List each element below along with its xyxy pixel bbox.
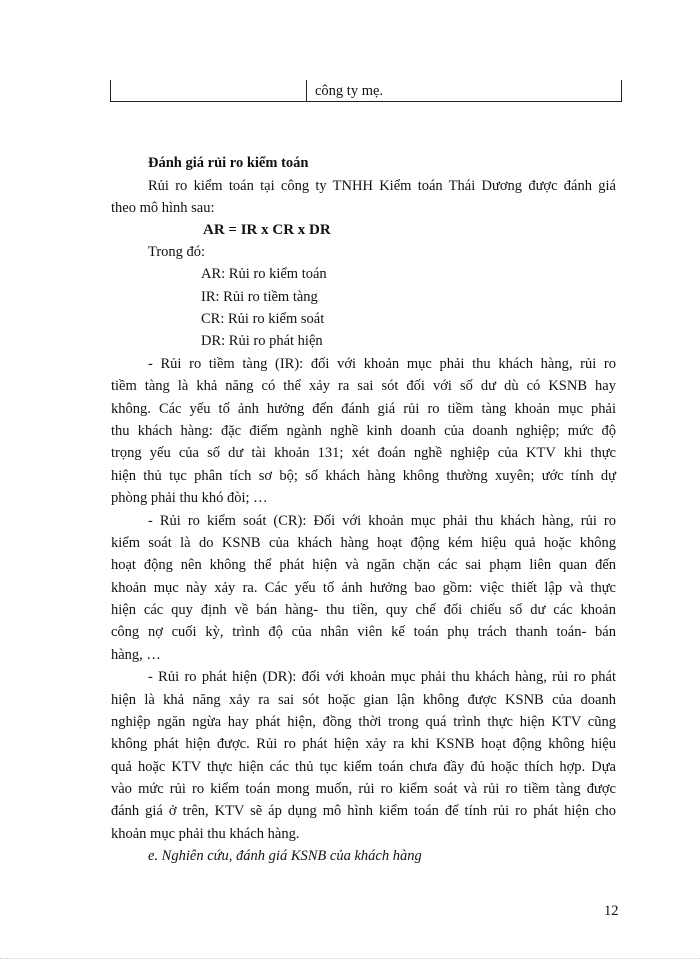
ir-paragraph-line: tiềm tàng là khả năng có thể xảy ra sai sót đối với số dư dù có KSNB hay — [111, 378, 616, 394]
dr-paragraph-line: đánh giá ở trên, KTV sẽ áp dụng mô hình kiểm toán để tính rủi ro phát hiện cho — [111, 803, 616, 819]
ir-paragraph-line: phòng phải thu khó đòi; … — [111, 490, 268, 506]
formula: AR = IR x CR x DR — [203, 222, 331, 238]
cr-paragraph-line: công nợ cuối kỳ, trình độ của nhân viên kế toán phụ trách thanh toán- bán — [111, 624, 616, 640]
page-number: 12 — [604, 903, 619, 919]
definition-item: AR: Rủi ro kiểm toán — [201, 266, 327, 282]
cr-paragraph-line: kiểm soát là do KSNB của khách hàng hoạt động kém hiệu quả hoặc không — [111, 535, 616, 551]
ir-paragraph-line: trọng yếu của số dư tài khoản 131; xét đoán nghề nghiệp của KTV khi thực — [111, 445, 616, 461]
cr-paragraph-line: hàng, … — [111, 647, 161, 663]
definition-item: DR: Rủi ro phát hiện — [201, 333, 323, 349]
dr-paragraph-line: không phát hiện được. Rủi ro phát hiện xảy ra khi KSNB hoạt động không hiệu — [111, 736, 616, 752]
ir-paragraph-line: không. Các yếu tố ảnh hưởng đến đánh giá rủi ro tiềm tàng khoản mục phải — [111, 401, 616, 417]
dr-paragraph-line: quả hoặc KTV thực hiện các thủ tục kiểm toán chưa đầy đủ hoặc thích hợp. Dựa — [111, 759, 616, 775]
dr-paragraph-line: - Rủi ro phát hiện (DR): đối với khoản mục phải thu khách hàng, rủi ro phát — [148, 669, 616, 685]
page-bottom-divider — [0, 958, 700, 959]
cr-paragraph-line: hoạt động nên không thể phát hiện và ngăn chặn các sai phạm liên quan đến — [111, 557, 616, 573]
dr-paragraph-line: hiện là khả năng xảy ra sai sót hoặc gian lận không được KSNB của doanh — [111, 692, 616, 708]
cr-paragraph-line: - Rủi ro kiểm soát (CR): Đối với khoản mục phải thu khách hàng, rủi ro — [148, 513, 616, 529]
table-cell-text: công ty mẹ. — [315, 83, 384, 99]
dr-paragraph-line: khoản mục phải thu khách hàng. — [111, 826, 300, 842]
ir-paragraph-line: thu khách hàng: đặc điểm ngành nghề kinh doanh của doanh nghiệp; mức độ — [111, 423, 616, 439]
section-title: Đánh giá rủi ro kiểm toán — [148, 155, 309, 171]
table-fragment — [110, 80, 622, 102]
dr-paragraph-line: nghiệp ngăn ngừa hay phát hiện, đồng thời trong quá trình thực hiện KTV cũng — [111, 714, 616, 730]
definition-item: CR: Rủi ro kiểm soát — [201, 311, 325, 327]
intro-line: Rủi ro kiểm toán tại công ty TNHH Kiểm toán Thái Dương được đánh giá — [148, 178, 616, 194]
where-label: Trong đó: — [148, 244, 206, 260]
cr-paragraph-line: hiện các quy định về bán hàng- thu tiền, quy chế đối chiếu số dư các khoản — [111, 602, 616, 618]
definition-item: IR: Rủi ro tiềm tàng — [201, 289, 318, 305]
intro-line: theo mô hình sau: — [111, 200, 215, 216]
cr-paragraph-line: khoản mục này xảy ra. Các yếu tố ảnh hưởng bao gồm: việc thiết lập và thực — [111, 580, 616, 596]
ir-paragraph-line: hiện thủ tục phân tích sơ bộ; số khách hàng không thường xuyên; ước tính dự — [111, 468, 616, 484]
ir-paragraph-line: - Rủi ro tiềm tàng (IR): đối với khoản mục phải thu khách hàng, rủi ro — [148, 356, 616, 372]
next-section-heading: e. Nghiên cứu, đánh giá KSNB của khách hàng — [148, 848, 422, 864]
table-cell-empty — [111, 80, 307, 101]
dr-paragraph-line: vào mức rủi ro kiểm toán mong muốn, rủi ro kiểm soát và rủi ro tiềm tàng được — [111, 781, 616, 797]
